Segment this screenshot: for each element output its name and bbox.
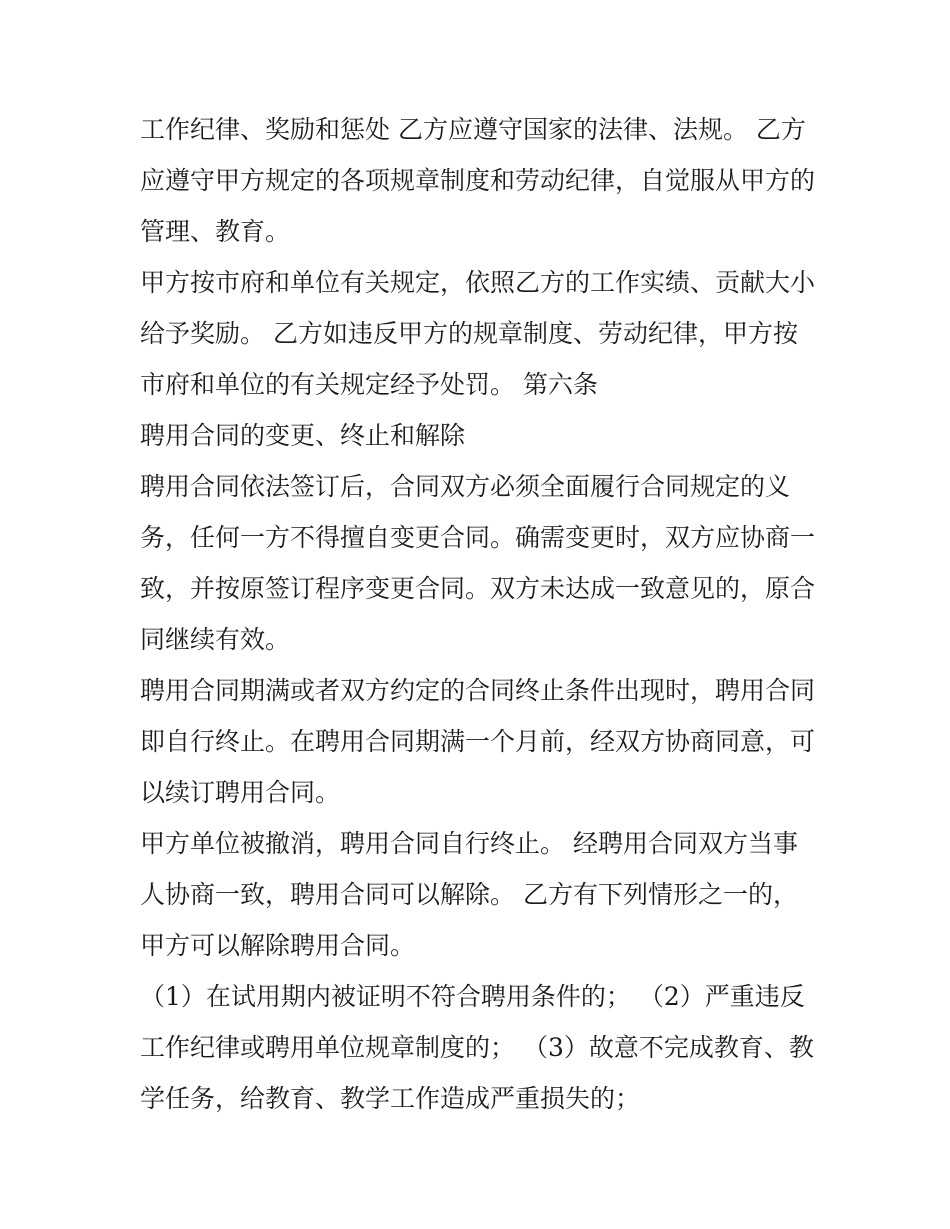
- text-line: 甲方可以解除聘用合同。: [140, 931, 416, 960]
- text-line: 甲方单位被撤消，聘用合同自行终止。 经聘用合同双方当事: [140, 829, 798, 858]
- paragraph-contract-change: [140, 461, 820, 665]
- text-line: 聘用合同期满或者双方约定的合同终止条件出现时，聘用合同: [140, 676, 816, 705]
- paragraph-rewards: [140, 257, 820, 410]
- section-heading: [140, 410, 820, 461]
- text-line: 学任务，给教育、教学工作造成严重损失的；: [140, 1084, 641, 1113]
- text-line: 甲方按市府和单位有关规定，依照乙方的工作实绩、贡献大小: [140, 268, 816, 297]
- text-line: 管理、教育。: [140, 217, 291, 246]
- text-line: 务，任何一方不得擅自变更合同。确需变更时，双方应协商一: [140, 523, 816, 552]
- text-line: 应遵守甲方规定的各项规章制度和劳动纪律，自觉服从甲方的: [140, 166, 816, 195]
- text-line: 聘用合同依法签订后，合同双方必须全面履行合同规定的义: [140, 472, 791, 501]
- paragraph-contract-expiry: [140, 665, 820, 818]
- text-line: 同继续有效。: [140, 625, 291, 654]
- heading-line: 聘用合同的变更、终止和解除: [140, 421, 466, 450]
- paragraph-contract-termination: [140, 818, 820, 971]
- text-line: 给予奖励。 乙方如违反甲方的规章制度、劳动纪律，甲方按: [140, 319, 798, 348]
- text-line: 工作纪律或聘用单位规章制度的； （3）故意不完成教育、教: [140, 1033, 814, 1062]
- text-line: 即自行终止。在聘用合同期满一个月前，经双方协商同意，可: [140, 727, 816, 756]
- paragraph-termination-cases: [140, 971, 820, 1124]
- text-line: 工作纪律、奖励和惩处 乙方应遵守国家的法律、法规。 乙方: [140, 115, 806, 144]
- text-line: 致，并按原签订程序变更合同。双方未达成一致意见的，原合: [140, 574, 816, 603]
- text-line: （1）在试用期内被证明不符合聘用条件的； （2）严重违反: [140, 982, 805, 1011]
- paragraph-discipline: [140, 104, 820, 257]
- text-line: 以续订聘用合同。: [140, 778, 341, 807]
- text-line: 市府和单位的有关规定经予处罚。 第六条: [140, 370, 598, 399]
- document-page: [140, 104, 820, 1124]
- text-line: 人协商一致，聘用合同可以解除。 乙方有下列情形之一的，: [140, 880, 798, 909]
